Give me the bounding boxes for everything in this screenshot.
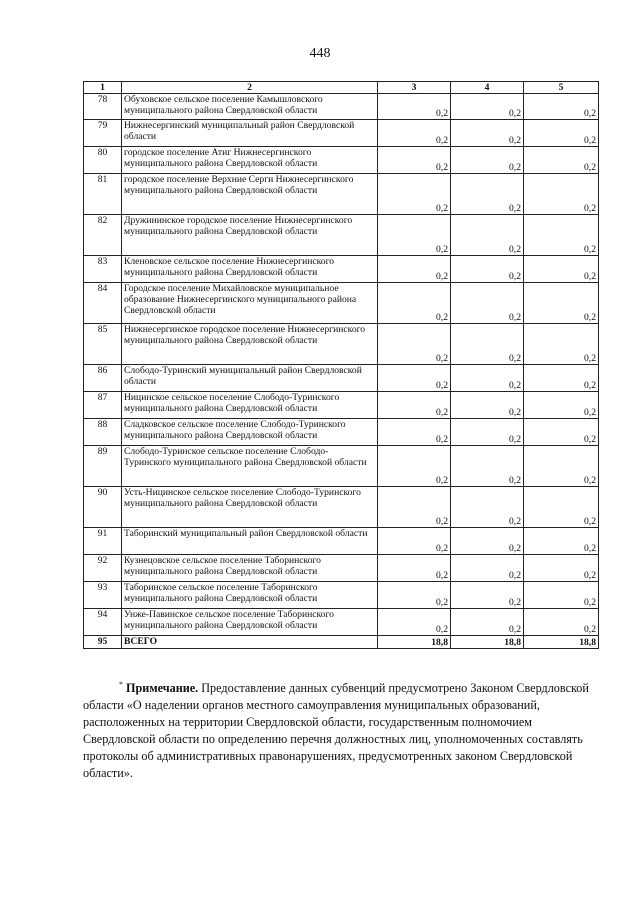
municipality-name: Нижнесергинский муниципальный район Свердловской области [122, 120, 378, 147]
row-number: 86 [84, 365, 122, 392]
value-col-5: 0,2 [524, 609, 599, 636]
table-row [84, 147, 599, 174]
value-col-5: 0,2 [524, 419, 599, 446]
column-header-1: 1 [84, 82, 122, 94]
value-col-3: 0,2 [378, 147, 451, 174]
column-header-4: 4 [451, 82, 524, 94]
total-label: ВСЕГО [122, 636, 378, 649]
row-number: 89 [84, 446, 122, 487]
value-col-4: 0,2 [451, 528, 524, 555]
value-col-3: 0,2 [378, 487, 451, 528]
value-col-3: 0,2 [378, 419, 451, 446]
row-number: 82 [84, 215, 122, 256]
footnote [83, 676, 598, 782]
value-col-5: 0,2 [524, 528, 599, 555]
municipality-name: Кленовское сельское поселение Нижнесергинского муниципального района Свердловской области [122, 256, 378, 283]
value-col-4: 0,2 [451, 324, 524, 365]
total-col-4: 18,8 [451, 636, 524, 649]
value-col-4: 0,2 [451, 174, 524, 215]
value-col-4: 0,2 [451, 555, 524, 582]
value-col-5: 0,2 [524, 392, 599, 419]
table-row [84, 392, 599, 419]
table-header-row [84, 82, 599, 94]
row-number: 80 [84, 147, 122, 174]
row-number: 91 [84, 528, 122, 555]
municipality-name: Нижнесергинское городское поселение Нижнесергинского муниципального района Свердловской области [122, 324, 378, 365]
table-row [84, 120, 599, 147]
value-col-3: 0,2 [378, 94, 451, 120]
column-header-3: 3 [378, 82, 451, 94]
value-col-5: 0,2 [524, 324, 599, 365]
value-col-3: 0,2 [378, 120, 451, 147]
table-total-row [84, 636, 599, 649]
column-header-5: 5 [524, 82, 599, 94]
municipality-name: Усть-Ницинское сельское поселение Слободо-Туринского муниципального района Свердловской области [122, 487, 378, 528]
row-number: 81 [84, 174, 122, 215]
table-row [84, 555, 599, 582]
municipality-name: Ницинское сельское поселение Слободо-Туринского муниципального района Свердловской области [122, 392, 378, 419]
value-col-5: 0,2 [524, 94, 599, 120]
value-col-4: 0,2 [451, 582, 524, 609]
value-col-5: 0,2 [524, 120, 599, 147]
municipality-name: Таборинский муниципальный район Свердловской области [122, 528, 378, 555]
value-col-5: 0,2 [524, 446, 599, 487]
value-col-5: 0,2 [524, 555, 599, 582]
value-col-4: 0,2 [451, 256, 524, 283]
row-number: 88 [84, 419, 122, 446]
value-col-5: 0,2 [524, 487, 599, 528]
table-row [84, 256, 599, 283]
footnote-label: Примечание. [126, 681, 199, 696]
value-col-3: 0,2 [378, 365, 451, 392]
value-col-3: 0,2 [378, 174, 451, 215]
row-number: 93 [84, 582, 122, 609]
value-col-4: 0,2 [451, 365, 524, 392]
total-col-5: 18,8 [524, 636, 599, 649]
value-col-4: 0,2 [451, 487, 524, 528]
row-number: 94 [84, 609, 122, 636]
value-col-4: 0,2 [451, 392, 524, 419]
footnote-marker: * [119, 680, 123, 689]
table-row [84, 365, 599, 392]
value-col-5: 0,2 [524, 283, 599, 324]
row-number: 79 [84, 120, 122, 147]
table-row [84, 609, 599, 636]
value-col-4: 0,2 [451, 120, 524, 147]
municipality-name: городское поселение Верхние Серги Нижнесергинского муниципального района Свердловской области [122, 174, 378, 215]
row-number: 87 [84, 392, 122, 419]
municipality-name: Унже-Павинское сельское поселение Таборинского муниципального района Свердловской области [122, 609, 378, 636]
row-number: 92 [84, 555, 122, 582]
subvention-table [83, 81, 599, 649]
table-row [84, 419, 599, 446]
row-number: 78 [84, 94, 122, 120]
value-col-3: 0,2 [378, 555, 451, 582]
value-col-3: 0,2 [378, 609, 451, 636]
value-col-3: 0,2 [378, 392, 451, 419]
value-col-3: 0,2 [378, 528, 451, 555]
table-body [84, 94, 599, 649]
municipality-name: Сладковское сельское поселение Слободо-Туринского муниципального района Свердловской области [122, 419, 378, 446]
municipality-name: Кузнецовское сельское поселение Таборинского муниципального района Свердловской области [122, 555, 378, 582]
row-number: 84 [84, 283, 122, 324]
value-col-4: 0,2 [451, 283, 524, 324]
table-row [84, 582, 599, 609]
value-col-5: 0,2 [524, 582, 599, 609]
value-col-4: 0,2 [451, 94, 524, 120]
value-col-3: 0,2 [378, 324, 451, 365]
value-col-5: 0,2 [524, 365, 599, 392]
value-col-4: 0,2 [451, 147, 524, 174]
table-row [84, 324, 599, 365]
row-number: 83 [84, 256, 122, 283]
municipality-name: Дружининское городское поселение Нижнесергинского муниципального района Свердловской области [122, 215, 378, 256]
value-col-3: 0,2 [378, 582, 451, 609]
table-row [84, 283, 599, 324]
municipality-name: Слободо-Туринский муниципальный район Свердловской области [122, 365, 378, 392]
value-col-3: 0,2 [378, 446, 451, 487]
value-col-4: 0,2 [451, 446, 524, 487]
municipality-name: Обуховское сельское поселение Камышловского муниципального района Свердловской области [122, 94, 378, 120]
value-col-4: 0,2 [451, 609, 524, 636]
row-number: 85 [84, 324, 122, 365]
column-header-2: 2 [122, 82, 378, 94]
municipality-name: городское поселение Атиг Нижнесергинского муниципального района Свердловской области [122, 147, 378, 174]
footnote-text: Предоставление данных субвенций предусмотрено Законом Свердловской области «О наделении органов местного самоуправления муниципальных образований, расположенных на территории Свердловской области, государственным полномочием Свердловской области по определению перечня должностных лиц, уполномоченных составлять протоколы об административных правонарушениях, предусмотренных законом Свердловской области». [83, 681, 589, 781]
value-col-5: 0,2 [524, 147, 599, 174]
municipality-name: Слободо-Туринское сельское поселение Слободо-Туринского муниципального района Свердловской области [122, 446, 378, 487]
table-row [84, 174, 599, 215]
value-col-4: 0,2 [451, 419, 524, 446]
value-col-4: 0,2 [451, 215, 524, 256]
value-col-3: 0,2 [378, 215, 451, 256]
municipality-name: Таборинское сельское поселение Таборинского муниципального района Свердловской области [122, 582, 378, 609]
table-row [84, 528, 599, 555]
value-col-5: 0,2 [524, 174, 599, 215]
table-row [84, 446, 599, 487]
value-col-5: 0,2 [524, 215, 599, 256]
total-row-number: 95 [84, 636, 122, 649]
table-row [84, 94, 599, 120]
value-col-3: 0,2 [378, 283, 451, 324]
value-col-3: 0,2 [378, 256, 451, 283]
table-row [84, 215, 599, 256]
table-row [84, 487, 599, 528]
value-col-5: 0,2 [524, 256, 599, 283]
total-col-3: 18,8 [378, 636, 451, 649]
municipality-name: Городское поселение Михайловское муниципальное образование Нижнесергинского муниципального района Свердловской области [122, 283, 378, 324]
page-number: 448 [309, 46, 331, 61]
row-number: 90 [84, 487, 122, 528]
